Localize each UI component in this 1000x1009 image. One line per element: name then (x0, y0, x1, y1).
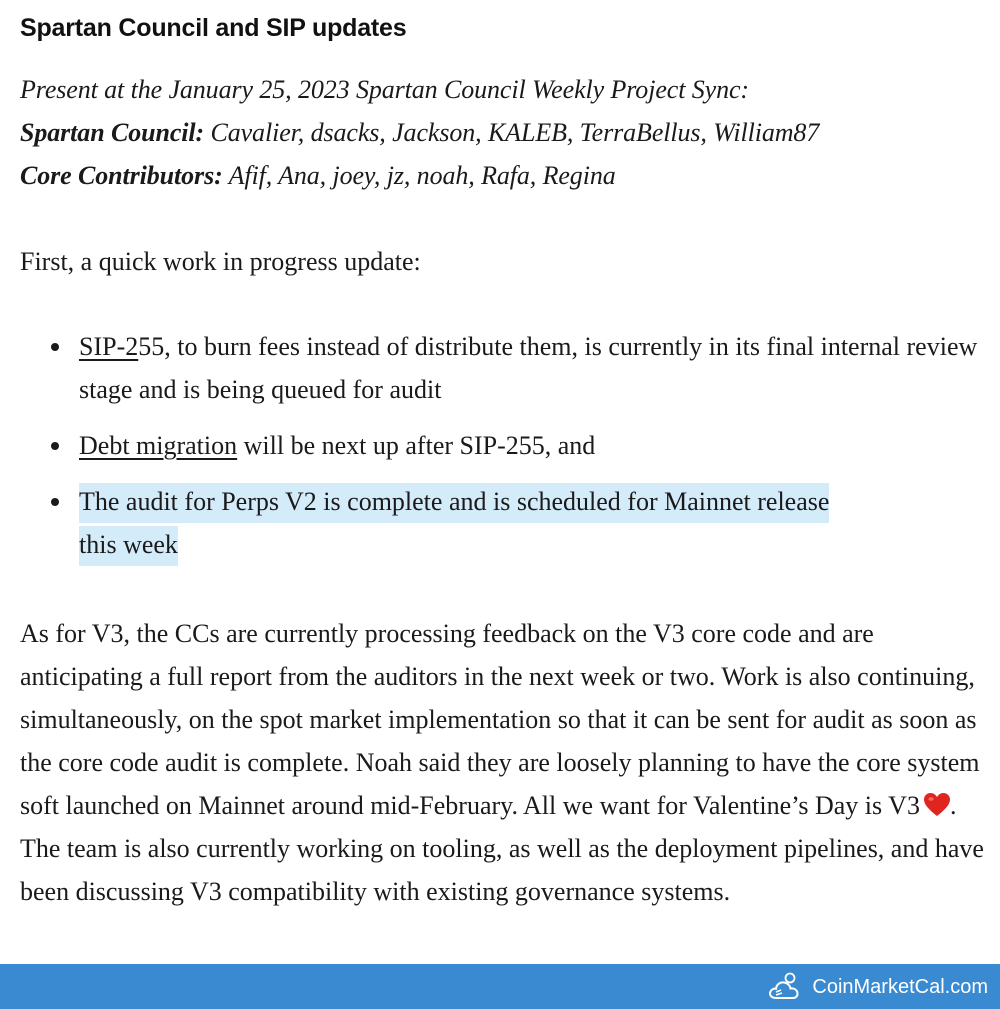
highlighted-text: The audit for Perps V2 is complete and is scheduled for Mainnet release (79, 483, 829, 523)
cc-label: Core Contributors: (20, 161, 223, 190)
intro-text: First, a quick work in progress update: (20, 247, 421, 276)
attendance-intro: Present at the January 25, 2023 Spartan Council Weekly Project Sync: (20, 75, 749, 104)
list-item (20, 480, 985, 566)
v3-paragraph (20, 612, 985, 913)
list-item (20, 424, 985, 467)
bullet-icon (51, 498, 59, 506)
list-item-text: will be next up after SIP-255, and (237, 431, 596, 460)
council-label: Spartan Council: (20, 118, 205, 147)
heart-icon (924, 793, 950, 817)
article-body (20, 68, 985, 913)
paragraph-text: As for V3, the CCs are currently processing feedback on the V3 core code and are anticipating a full report from the auditors in the next week or two. Work is also continuing, simultaneously, on the spot market implementation so that it can be sent for audit as soon as the core code audit is complete. Noah said they are loosely planning to have the core system soft launched on Mainnet around mid-February. All we want for Valentine’s Day is V3 (20, 619, 980, 820)
bullet-icon (51, 442, 59, 450)
debt-migration-link[interactable]: Debt migration (79, 431, 238, 460)
cloud-coin-icon (768, 972, 802, 1002)
updates-list (20, 325, 985, 566)
page-title: Spartan Council and SIP updates (20, 14, 407, 42)
brand-logo[interactable] (768, 972, 988, 1002)
council-members: Cavalier, dsacks, Jackson, KALEB, TerraBellus, William87 (204, 118, 820, 147)
council-attendance (20, 111, 985, 154)
cc-attendance (20, 154, 985, 197)
list-item-text: 55, to burn fees instead of distribute them, is currently in its final internal review stage and is being queued for audit (79, 332, 978, 404)
bullet-icon (51, 343, 59, 351)
cc-members: Afif, Ana, joey, jz, noah, Rafa, Regina (222, 161, 616, 190)
footer-bar (0, 964, 1000, 1009)
brand-name: CoinMarketCal.com (812, 975, 988, 998)
highlighted-text-continued: this week (79, 526, 178, 566)
sip-255-link[interactable]: SIP-2 (79, 332, 139, 361)
list-item (20, 325, 985, 411)
paragraph-text-continued: . The team is also currently working on tooling, as well as the deployment pipelines, and have been discussing V3 compatibility with existing governance systems. (20, 791, 984, 906)
